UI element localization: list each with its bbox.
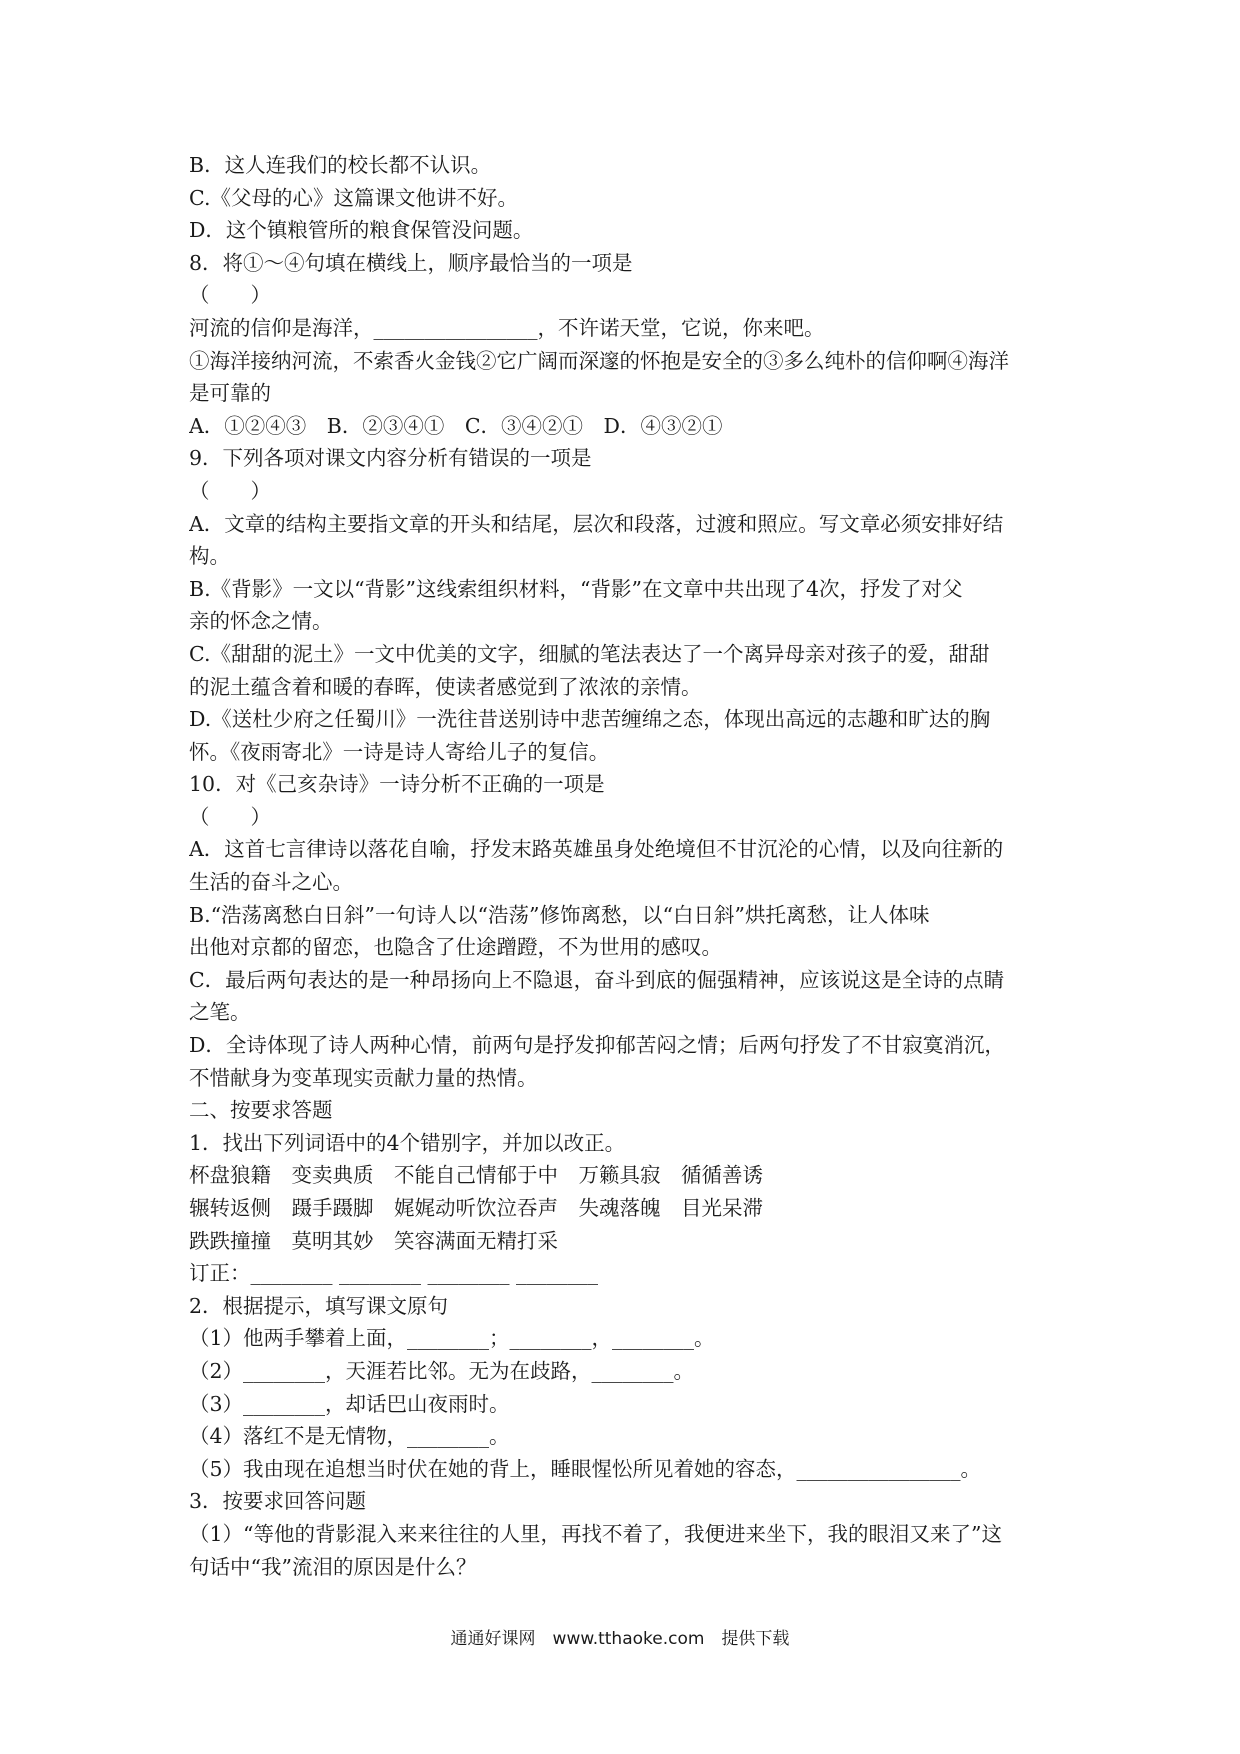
fill-in-line: （5）我由现在追想当时伏在她的背上，睡眼惺忪所见着她的容态，________________。 xyxy=(189,1456,982,1481)
word-list: 辗转返侧 蹑手蹑脚 娓娓动听饮泣吞声 失魂落魄 目光呆滞 xyxy=(189,1196,763,1220)
document-body xyxy=(189,149,1049,1583)
answer-bracket: （ ） xyxy=(189,478,271,503)
text-line: B.“浩荡离愁白日斜”一句诗人以“浩荡”修饰离愁，以“白日斜”烘托离愁，让人体味 xyxy=(189,902,930,927)
text-line: 出他对京都的留恋，也隐含了仕途蹭蹬，不为世用的感叹。 xyxy=(189,935,722,960)
text-line: 生活的奋斗之心。 xyxy=(189,870,353,895)
fill-in-line: （4）落红不是无情物，________。 xyxy=(189,1424,510,1449)
question-stem: 3．按要求回答问题 xyxy=(189,1489,367,1514)
text-line: C.《甜甜的泥土》一文中优美的文字，细腻的笔法表达了一个离异母亲对孩子的爱，甜甜 xyxy=(189,641,990,666)
text-line: D．这个镇粮管所的粮食保管没问题。 xyxy=(189,218,534,243)
text-line: 是可靠的 xyxy=(189,381,271,406)
text-line: 河流的信仰是海洋，________________，不许诺天堂，它说，你来吧。 xyxy=(189,315,825,340)
text-line: C.《父母的心》这篇课文他讲不好。 xyxy=(189,185,518,210)
question-stem: 1．找出下列词语中的4个错别字，并加以改正。 xyxy=(189,1130,626,1155)
fill-in-line: （3）________，却话巴山夜雨时。 xyxy=(189,1391,510,1416)
text-line: 不惜献身为变革现实贡献力量的热情。 xyxy=(189,1065,538,1090)
text-line: D.《送杜少府之任蜀川》一洗往昔送别诗中悲苦缠绵之态，体现出高远的志趣和旷达的胸 xyxy=(189,707,991,732)
question-stem: 8．将①～④句填在横线上，顺序最恰当的一项是 xyxy=(189,250,633,275)
text-line: ①海洋接纳河流，不索香火金钱②它广阔而深邃的怀抱是安全的③多么纯朴的信仰啊④海洋 xyxy=(189,348,1009,373)
text-line: 亲的怀念之情。 xyxy=(189,609,333,634)
answer-bracket: （ ） xyxy=(189,283,271,308)
text-line: 构。 xyxy=(189,544,230,569)
word-list: 跌跌撞撞 莫明其妙 笑容满面无精打采 xyxy=(189,1228,558,1253)
text-line: A．文章的结构主要指文章的开头和结尾，层次和段落，过渡和照应。写文章必须安排好结 xyxy=(189,511,1004,536)
text-line: B.《背影》一文以“背影”这线索组织材料，“背影”在文章中共出现了4次，抒发了对父 xyxy=(189,576,963,601)
fill-in-line: （1）他两手攀着上面，________；________，________。 xyxy=(189,1326,715,1351)
text-line: 句话中“我”流泪的原因是什么？ xyxy=(189,1554,477,1579)
text-line: 之笔。 xyxy=(189,1000,251,1025)
fill-in-line: （2）________，天涯若比邻。无为在歧路，________。 xyxy=(189,1358,695,1383)
text-line: A．这首七言律诗以落花自喻，抒发末路英雄虽身处绝境但不甘沉沦的心情，以及向往新的 xyxy=(189,837,1004,862)
page-footer: 通通好课网 www.tthaoke.com 提供下载 xyxy=(450,1629,790,1649)
word-list: 杯盘狼籍 变卖典质 不能自己情郁于中 万籁具寂 循循善诱 xyxy=(189,1163,763,1188)
question-stem: 2．根据提示，填写课文原句 xyxy=(189,1293,449,1318)
answer-options: A．①②④③ B．②③④① C．③④②① D．④③②① xyxy=(189,413,723,438)
question-stem: 10．对《己亥杂诗》一诗分析不正确的一项是 xyxy=(189,772,605,797)
text-line: （1）“等他的背影混入来来往往的人里，再找不着了，我便进来坐下，我的眼泪又来了”这 xyxy=(189,1521,1003,1546)
text-line: C．最后两句表达的是一种昂扬向上不隐退，奋斗到底的倔强精神，应该说这是全诗的点睛 xyxy=(189,967,1005,992)
section-heading: 二、按要求答题 xyxy=(189,1098,333,1123)
answer-bracket: （ ） xyxy=(189,804,271,829)
text-line: B．这人连我们的校长都不认识。 xyxy=(189,153,492,177)
question-stem: 9．下列各项对课文内容分析有错误的一项是 xyxy=(189,446,592,471)
text-line: D．全诗体现了诗人两种心情，前两句是抒发抑郁苦闷之情；后两句抒发了不甘寂寞消沉， xyxy=(189,1033,1005,1058)
text-line: 的泥土蕴含着和暖的春晖，使读者感觉到了浓浓的亲情。 xyxy=(189,674,702,699)
correction-blanks: 订正：________ ________ ________ ________ xyxy=(189,1261,599,1286)
text-line: 怀。《夜雨寄北》一诗是诗人寄给儿子的复信。 xyxy=(189,739,610,764)
